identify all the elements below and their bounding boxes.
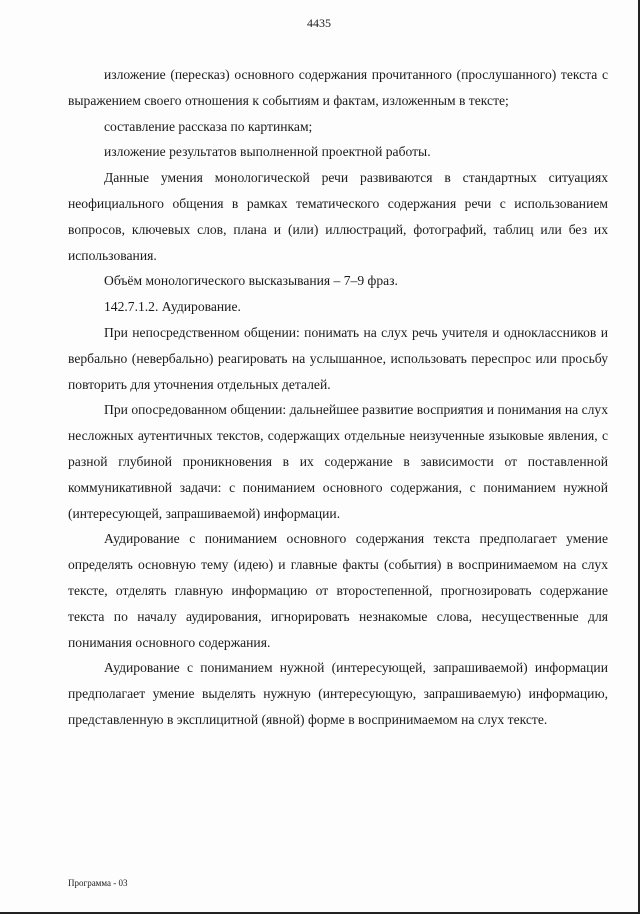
paragraph-monologue-skills: Данные умения монологической речи развиваются в стандартных ситуациях неофициального общения в рамках тематического содержания речи с использованием вопросов, ключевых слов, плана и (или) иллюстраций, фотографий, таблиц или без их использования.	[68, 170, 608, 263]
paragraph-listening-specific-info: Аудирование с пониманием нужной (интересующей, запрашиваемой) информации предполагает умение выделять нужную (интересующую, запрашиваемую) информацию, представленную в эксплицитной (явной) форме в воспринимаемом на слух тексте.	[68, 660, 608, 727]
footer-label: Программа - 03	[68, 878, 128, 888]
paragraph-direct-communication: При непосредственном общении: понимать на слух речь учителя и одноклассников и вербально (невербально) реагировать на услышанное, использовать переспрос или просьбу повторить для уточнения отдельных деталей.	[68, 324, 608, 392]
paragraph-listening-main-content: Аудирование с пониманием основного содержания текста предполагает умение определять основную тему (идею) и главные факты (события) в воспринимаемом на слух тексте, отделять главную информацию от второстепенной, прогнозировать содержание текста по началу аудирования, игнорировать незнакомые слова, несущественные для понимания основного содержания.	[68, 531, 608, 650]
paragraph-retelling: изложение (пересказ) основного содержания прочитанного (прослушанного) текста с выражением своего отношения к событиям и фактам, изложенным в тексте;	[68, 67, 608, 108]
page-number: 4435	[307, 16, 331, 30]
section-heading-listening: 142.7.1.2. Аудирование.	[104, 299, 241, 315]
paragraph-mediated-communication: При опосредованном общении: дальнейшее развитие восприятия и понимания на слух несложных аутентичных текстов, содержащих отдельные неизученные языковые явления, с разной глубиной проникновения в их содержание в зависимости от поставленной коммуникативной задачи: с пониманием основного содержания, с пониманием нужной (интересующей, запрашиваемой) информации.	[68, 402, 608, 521]
paragraph-picture-story: составление рассказа по картинкам;	[104, 118, 313, 134]
document-body	[68, 62, 608, 733]
paragraph-project-results: изложение результатов выполненной проектной работы.	[104, 144, 431, 160]
paragraph-monologue-volume: Объём монологического высказывания – 7–9 фраз.	[104, 273, 398, 289]
